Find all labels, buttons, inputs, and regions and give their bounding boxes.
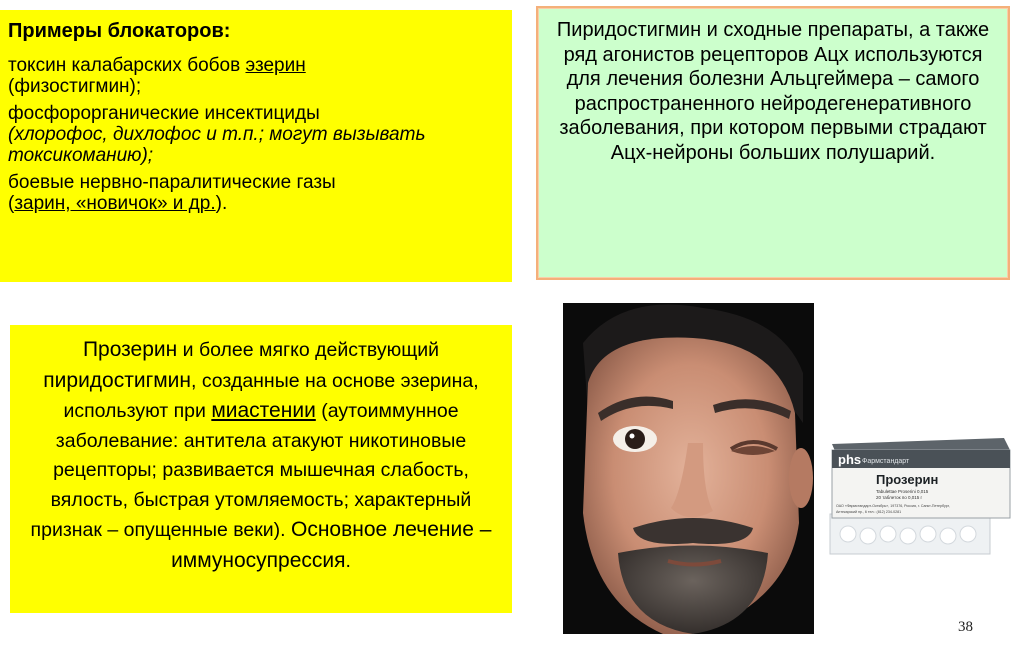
- blockers-item-insecticides: [8, 103, 504, 166]
- proserin-box: [10, 325, 512, 613]
- ezerin-link[interactable]: эзерин: [245, 55, 306, 76]
- blockers-item1-post: (физостигмин);: [8, 76, 142, 97]
- proserin-text-2: , созданные на основе эзерина, используют при: [63, 369, 479, 422]
- face-illustration: [563, 303, 814, 634]
- package-brand: phs: [838, 452, 862, 467]
- proserin-package-photo: [826, 436, 1012, 561]
- blockers-item-nerve-gases: [8, 172, 504, 214]
- pyridostigmine-text: Пиридостигмин и сходные препараты, а также ряд агонистов рецепторов Ацх используются для лечения болезни Альцгеймера – самого распространенного нейродегенеративного заболевания, при котором первыми страдают Ацх-нейроны больших полушарий.: [556, 19, 990, 164]
- package-maker: Фармстандарт: [862, 458, 910, 465]
- blockers-item3-text: боевые нервно-паралитические газы: [8, 172, 336, 193]
- proserin-text-3: (аутоиммунное заболевание: антитела атакуют никотиновые рецепторы; развивается мышечная слабость, вялость, быстрая утомляемость; характерный признак – опущенные веки).: [30, 400, 472, 541]
- proserin-text: [20, 335, 502, 576]
- package-line3: ОАО «Фармстандарт-Октябрь», 197376, Россия, г. Санкт-Петербург,: [836, 504, 950, 508]
- proserin-text-4: Основное лечение – иммуносупрессия: [171, 518, 492, 572]
- package-line4: Аптекарский пр., 6 тел.: (812) 234-0281: [836, 510, 902, 514]
- myasthenia-link[interactable]: миастении: [211, 399, 316, 422]
- pyridostigmine-box: [536, 6, 1010, 280]
- sarin-novichok-link[interactable]: зарин, «новичок» и др.: [14, 193, 216, 214]
- blockers-item1-text: токсин калабарских бобов: [8, 55, 246, 76]
- package-illustration: [826, 436, 1012, 561]
- proserin-text-1: и более мягко действующий: [177, 339, 440, 361]
- blockers-title: Примеры блокаторов:: [8, 20, 231, 42]
- blockers-item-physostigmine: [8, 55, 504, 97]
- pyridostigmine-word: пиридостигмин: [43, 368, 191, 392]
- package-line1: Tabulettae Proserini 0,015: [876, 489, 929, 494]
- package-name: Прозерин: [876, 472, 939, 487]
- proserin-text-5: .: [345, 549, 351, 572]
- blockers-item2-text: фосфорорганические инсектициды: [8, 103, 320, 124]
- package-line2: 20 таблеток по 0,015 г: [876, 495, 923, 500]
- blockers-item2-italic: (хлорофос, дихлофос и т.п.; могут вызывать токсикоманию);: [8, 124, 426, 166]
- blockers-item3-open: (: [8, 193, 15, 214]
- proserin-word: Прозерин: [82, 338, 178, 361]
- page-number: 38: [958, 619, 973, 635]
- blockers-item3-close: ).: [215, 193, 228, 214]
- blockers-box: [0, 10, 512, 282]
- ptosis-face-photo: [563, 303, 814, 634]
